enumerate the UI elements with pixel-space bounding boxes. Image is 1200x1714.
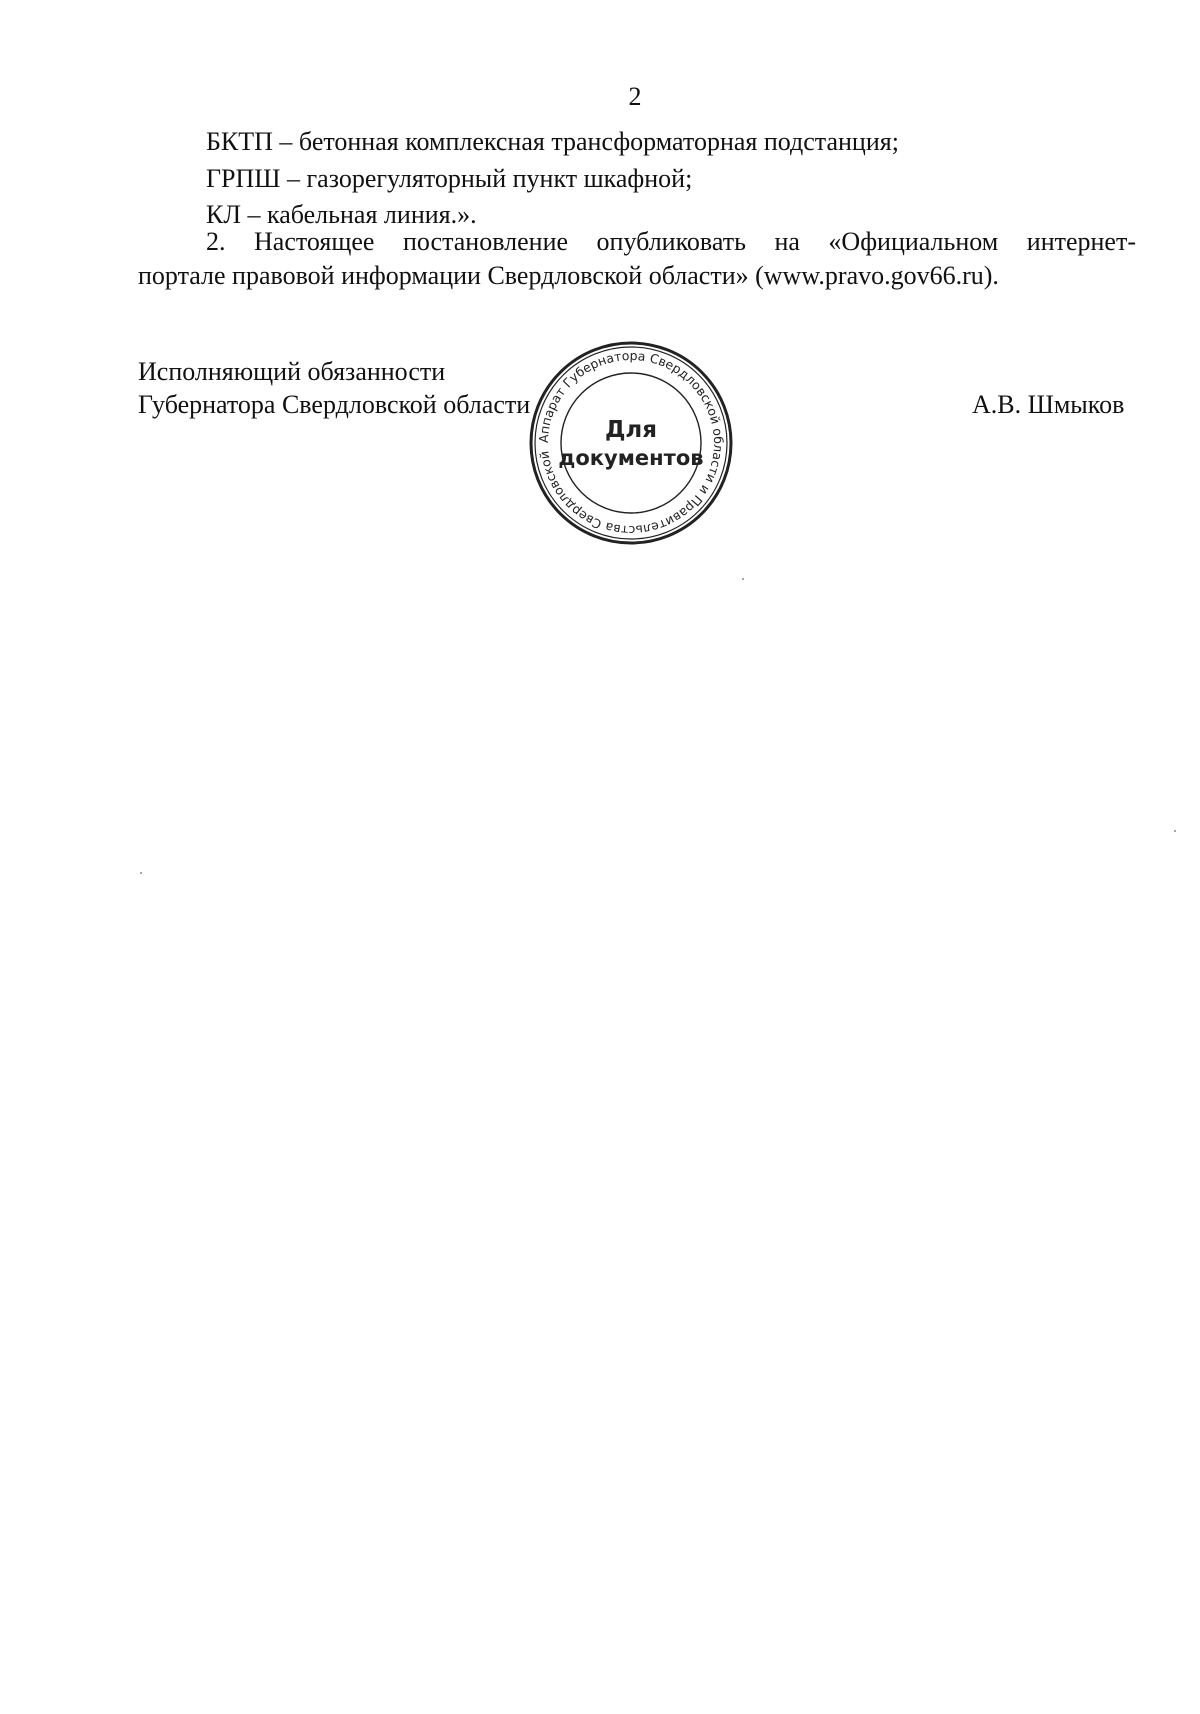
scan-speck: [140, 872, 142, 874]
signature-position-line-1: Исполняющий обязанности: [138, 357, 446, 386]
definition-bktp: БКТП – бетонная комплексная трансформаторная подстанция;: [206, 127, 899, 156]
official-stamp: [526, 338, 736, 548]
scan-speck: [1174, 830, 1176, 832]
scan-speck: [742, 578, 744, 580]
paragraph-2-line-2: портале правовой информации Свердловской области» (www.pravo.gov66.ru).: [138, 261, 999, 290]
stamp-center-line-1: Для: [604, 417, 658, 443]
definition-kl: КЛ – кабельная линия.».: [206, 200, 477, 229]
signature-name: А.В. Шмыков: [972, 390, 1125, 419]
page-number: 2: [628, 82, 642, 111]
stamp-center-line-2: документов: [558, 446, 704, 470]
stamp-ring-text: Аппарат Губернатора Свердловской области и Правительства Свердловской: [535, 347, 727, 539]
definition-grpsh: ГРПШ – газорегуляторный пункт шкафной;: [206, 164, 693, 193]
paragraph-2-line-1: 2. Настоящее постановление опубликовать на «Официальном интернет-: [206, 227, 1136, 256]
signature-position-line-2: Губернатора Свердловской области: [138, 390, 531, 419]
